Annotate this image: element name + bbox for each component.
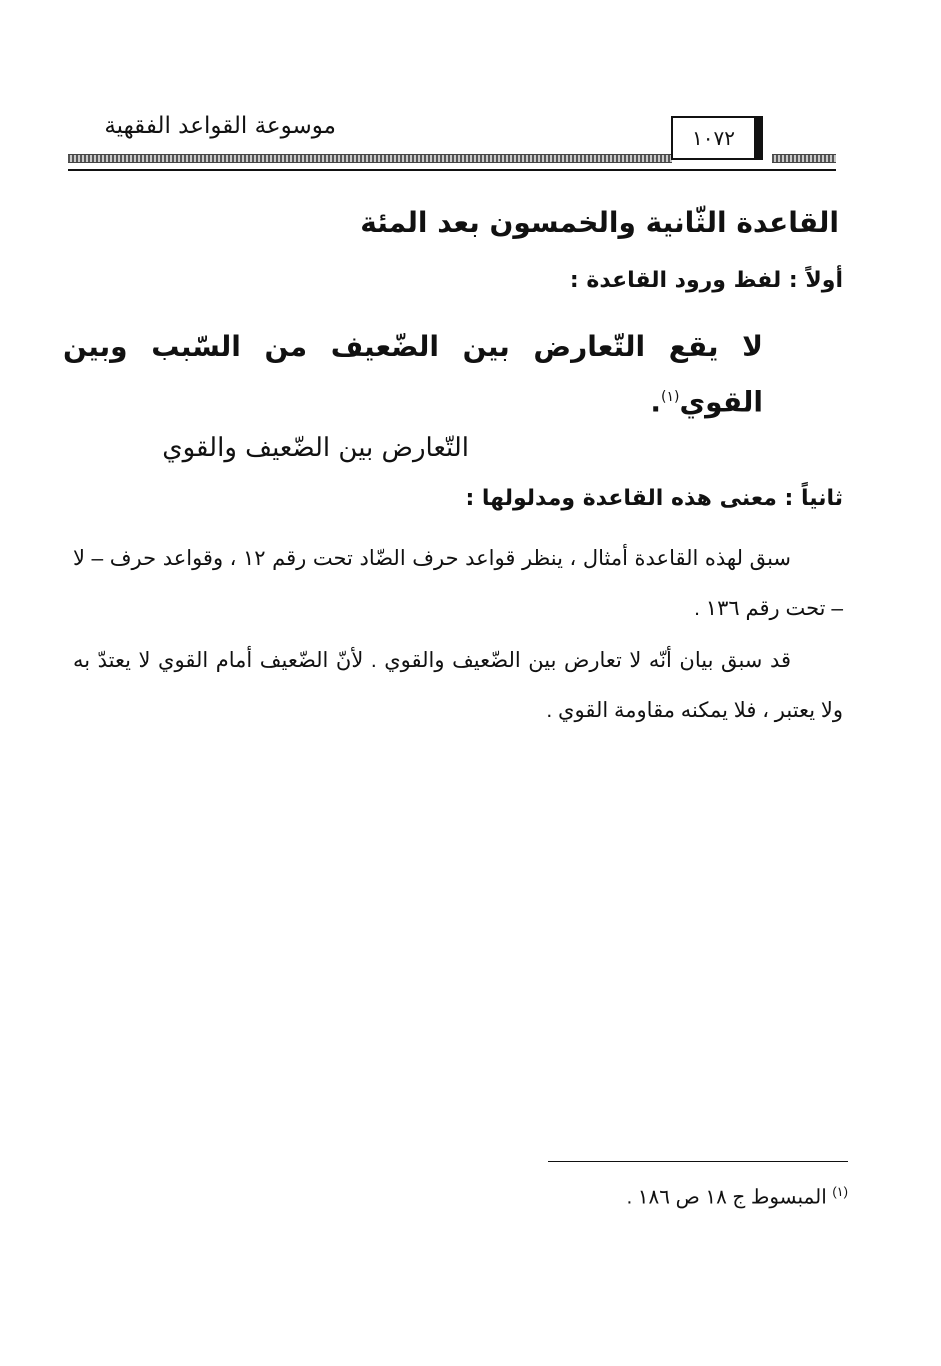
rule-title: القاعدة الثّانية والخمسون بعد المئة	[360, 206, 839, 239]
rule-statement-end: .	[650, 385, 662, 419]
header-pattern-band-right	[772, 154, 836, 163]
footnote-separator	[548, 1161, 848, 1162]
header-rule	[68, 169, 836, 171]
section-heading-meaning: ثانياً : معنى هذه القاعدة ومدلولها :	[465, 486, 843, 511]
footnote-text: المبسوط ج ١٨ ص ١٨٦ .	[626, 1186, 827, 1209]
book-title: موسوعة القواعد الفقهية	[104, 113, 336, 139]
footnote	[348, 1184, 848, 1210]
rule-short-form: التّعارض بين الضّعيف والقوي	[162, 433, 469, 463]
footnote-marker: (١)	[832, 1184, 848, 1199]
header-pattern-band	[68, 154, 672, 163]
footnote-reference: (١)	[661, 389, 680, 405]
rule-statement-text: لا يقع التّعارض بين الضّعيف من السّبب وبين القوي	[63, 330, 763, 419]
paragraph-references: سبق لهذه القاعدة أمثال ، ينظر قواعد حرف الضّاد تحت رقم ١٢ ، وقواعد حرف – لا – تحت رقم ١٣٦ .	[73, 547, 843, 620]
rule-statement	[63, 322, 763, 427]
section-heading-wording: أولاً : لفظ ورود القاعدة :	[569, 268, 843, 293]
page-number: ١٠٧٢	[671, 116, 763, 160]
paragraph-explanation: قد سبق بيان أنّه لا تعارض بين الضّعيف والقوي . لأنّ الضّعيف أمام القوي لا يعتدّ به ولا يعتبر ، فلا يمكنه مقاومة القوي .	[73, 649, 843, 722]
